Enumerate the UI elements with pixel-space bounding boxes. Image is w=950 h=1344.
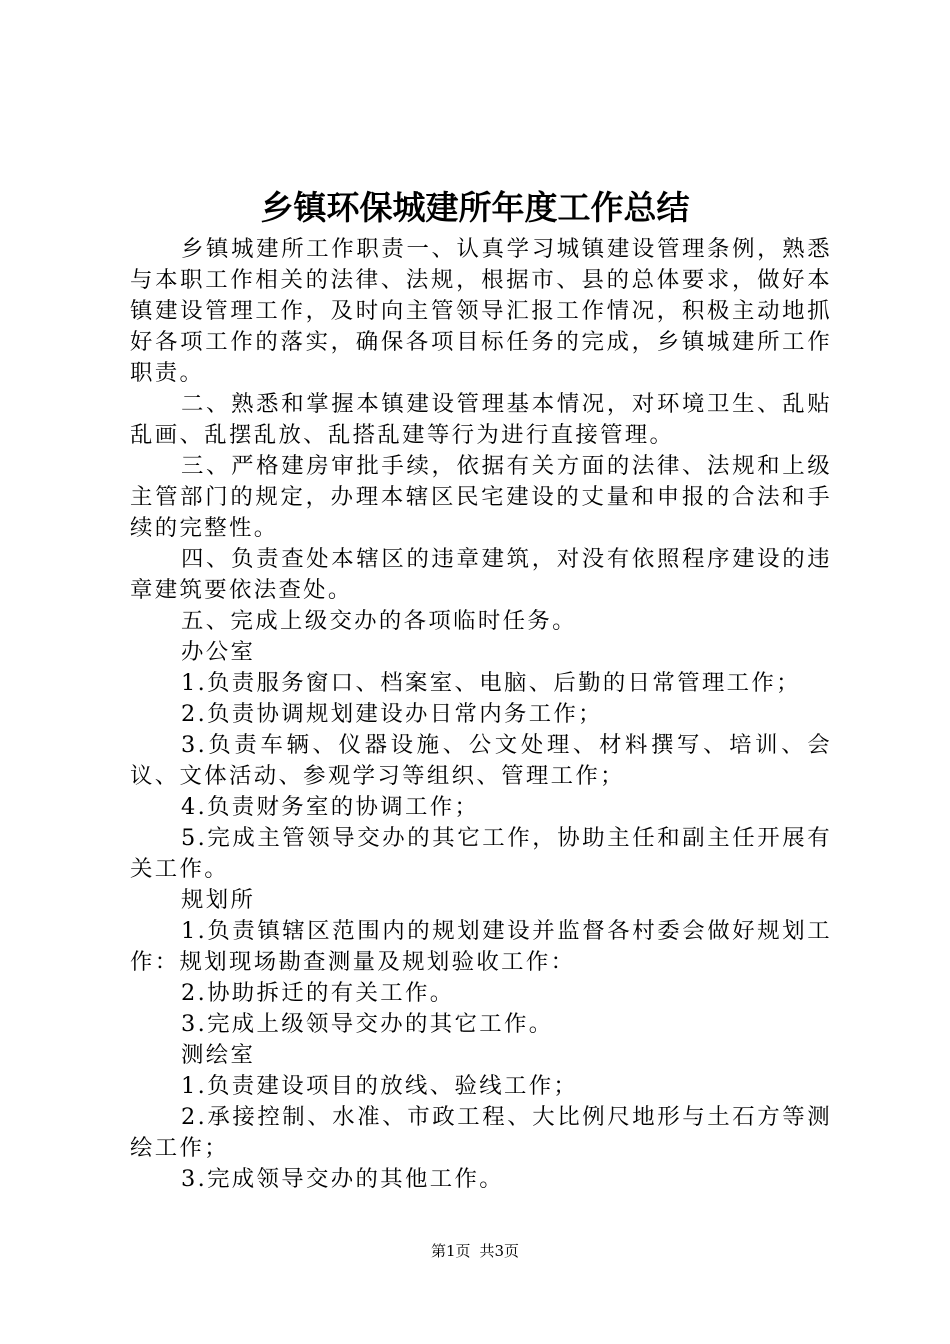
paragraph-duty-4: 四、负责查处本辖区的违章建筑，对没有依照程序建设的违章建筑要依法查处。 — [130, 546, 832, 603]
planning-item-3: 3.完成上级领导交办的其它工作。 — [181, 1011, 554, 1037]
page-total: 共3页 — [479, 1242, 520, 1260]
office-item-1: 1.负责服务窗口、档案室、电脑、后勤的日常管理工作； — [181, 670, 801, 696]
paragraph-duty-3: 三、严格建房审批手续，依据有关方面的法律、法规和上级主管部门的规定，办理本辖区民宅建设的丈量和申报的合法和手续的完整性。 — [130, 453, 832, 541]
surveying-item-2: 2.承接控制、水准、市政工程、大比例尺地形与土石方等测绘工作； — [130, 1104, 832, 1161]
planning-item-1: 1.负责镇辖区范围内的规划建设并监督各村委会做好规划工作：规划现场勘查测量及规划验收工作： — [130, 918, 832, 975]
office-item-2: 2.负责协调规划建设办日常内务工作； — [181, 701, 603, 727]
document-body — [130, 234, 832, 1195]
office-item-3: 3.负责车辆、仪器设施、公文处理、材料撰写、培训、会议、文体活动、参观学习等组织、管理工作； — [130, 732, 832, 789]
page-footer — [0, 1240, 950, 1262]
planning-item-2: 2.协助拆迁的有关工作。 — [181, 980, 455, 1006]
page-number: 第1页 — [430, 1242, 471, 1260]
surveying-item-1: 1.负责建设项目的放线、验线工作； — [181, 1073, 579, 1099]
section-heading-surveying: 测绘室 — [181, 1042, 256, 1068]
paragraph-duty-2: 二、熟悉和掌握本镇建设管理基本情况，对环境卫生、乱贴乱画、乱摆乱放、乱搭乱建等行为进行直接管理。 — [130, 391, 832, 448]
section-heading-planning: 规划所 — [181, 887, 256, 913]
surveying-item-3: 3.完成领导交办的其他工作。 — [181, 1166, 504, 1192]
paragraph-duty-5: 五、完成上级交办的各项临时任务。 — [181, 608, 577, 634]
document-title: 乡镇环保城建所年度工作总结 — [260, 188, 690, 227]
office-item-5: 5.完成主管领导交办的其它工作，协助主任和副主任开展有关工作。 — [130, 825, 832, 882]
section-heading-office: 办公室 — [181, 639, 256, 665]
paragraph-duties-intro: 乡镇城建所工作职责一、认真学习城镇建设管理条例，熟悉与本职工作相关的法律、法规，根据市、县的总体要求，做好本镇建设管理工作，及时向主管领导汇报工作情况，积极主动地抓好各项工作的落实，确保各项目标任务的完成，乡镇城建所工作职责。 — [130, 236, 832, 386]
office-item-4: 4.负责财务室的协调工作； — [181, 794, 480, 820]
